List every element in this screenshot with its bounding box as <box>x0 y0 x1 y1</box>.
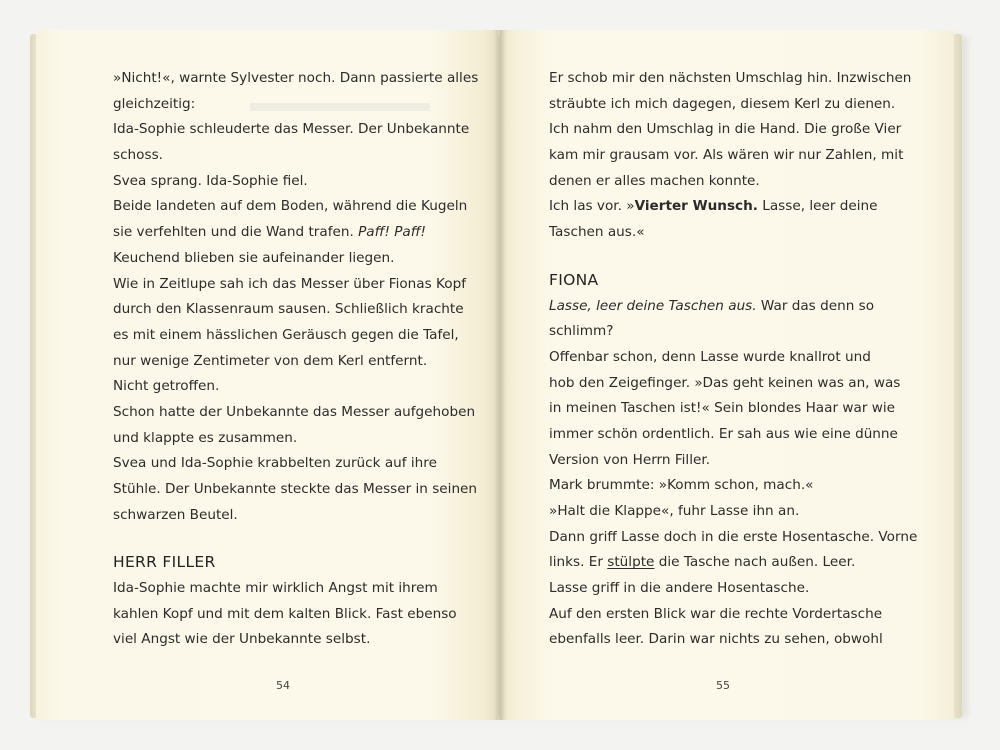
text-line: gleichzeitig: <box>113 95 196 112</box>
text-line: Offenbar schon, denn Lasse wurde knallrot und <box>549 348 871 365</box>
text-line: »Nicht!«, warnte Sylvester noch. Dann passierte alles <box>113 70 479 86</box>
right-page-text <box>549 66 917 653</box>
text-line: immer schön ordentlich. Er sah aus wie eine dünne <box>549 425 898 442</box>
text-line: ebenfalls leer. Darin war nichts zu sehen, obwohl <box>549 631 883 648</box>
left-page-text <box>113 66 478 653</box>
text-line: Ida-Sophie schleuderte das Messer. Der Unbekannte <box>113 121 470 138</box>
text-line: kahlen Kopf und mit dem kalten Blick. Fast ebenso <box>113 605 457 622</box>
text-line: Svea sprang. Ida-Sophie fiel. <box>113 172 308 189</box>
text-line: kam mir grausam vor. Als wären wir nur Zahlen, mit <box>549 147 904 164</box>
text-run: links. Er <box>549 554 608 571</box>
text-line: Wie in Zeitlupe sah ich das Messer über Fionas Kopf <box>113 275 466 292</box>
section-heading-fiona: FIONA <box>549 270 599 289</box>
page-number-left: 54 <box>276 679 290 692</box>
text-run: War das denn so <box>756 297 875 314</box>
section-spacer <box>549 246 917 268</box>
text-line: schwarzen Beutel. <box>113 506 238 523</box>
text-line: nur wenige Zentimeter von dem Kerl entfernt. <box>113 352 428 369</box>
text-line: Schon hatte der Unbekannte das Messer aufgehoben <box>113 403 476 420</box>
text-line: Beide landeten auf dem Boden, während die Kugeln <box>113 198 468 215</box>
text-line: Dann griff Lasse doch in die erste Hosentasche. Vorne <box>549 528 918 545</box>
text-line: Keuchend blieben sie aufeinander liegen. <box>113 249 395 266</box>
section-heading-herr-filler: HERR FILLER <box>113 553 216 572</box>
text-line <box>113 220 478 246</box>
text-line: Ida-Sophie machte mir wirklich Angst mit ihrem <box>113 580 438 597</box>
text-line: »Halt die Klappe«, fuhr Lasse ihn an. <box>549 503 800 519</box>
text-run: Ich las vor. » <box>549 198 635 215</box>
text-line: Lasse griff in die andere Hosentasche. <box>549 580 810 597</box>
text-run: die Tasche nach außen. Leer. <box>654 554 856 571</box>
bold-run: Vierter Wunsch. <box>634 198 758 215</box>
page-number-right: 55 <box>716 679 730 692</box>
italic-run: Paff! Paff! <box>358 224 427 241</box>
text-line: hob den Zeigefinger. »Das geht keinen was an, was <box>549 374 901 391</box>
text-run: Lasse, leer deine <box>757 198 878 215</box>
text-line: denen er alles machen konnte. <box>549 172 760 189</box>
section-spacer <box>113 528 478 550</box>
book-gutter <box>494 30 506 720</box>
text-line <box>549 550 917 576</box>
text-line: sträubte ich mich dagegen, diesem Kerl zu dienen. <box>549 95 896 112</box>
underlined-run: stülpte <box>607 554 655 571</box>
italic-run: Lasse, leer deine Taschen aus. <box>549 297 757 314</box>
text-line: Auf den ersten Blick war die rechte Vordertasche <box>549 605 883 622</box>
text-line: Stühle. Der Unbekannte steckte das Messer in seinen <box>113 481 478 497</box>
text-line: Er schob mir den nächsten Umschlag hin. Inzwischen <box>549 70 912 86</box>
text-line: Version von Herrn Filler. <box>549 451 711 468</box>
text-line <box>549 194 917 220</box>
text-line: Svea und Ida-Sophie krabbelten zurück auf ihre <box>113 455 437 472</box>
text-line: es mit einem hässlichen Geräusch gegen die Tafel, <box>113 326 459 343</box>
text-line: schlimm? <box>549 323 614 340</box>
text-line <box>549 294 917 320</box>
text-run: sie verfehlten und die Wand trafen. <box>113 224 359 241</box>
text-line: und klappte es zusammen. <box>113 429 298 446</box>
text-line: Nicht getroffen. <box>113 378 220 395</box>
text-line: Taschen aus.« <box>549 224 645 241</box>
text-line: Mark brummte: »Komm schon, mach.« <box>549 477 814 494</box>
text-line: schoss. <box>113 147 163 164</box>
text-line: Ich nahm den Umschlag in die Hand. Die große Vier <box>549 121 902 138</box>
text-line: durch den Klassenraum sausen. Schließlich krachte <box>113 301 464 318</box>
text-line: in meinen Taschen ist!« Sein blondes Haar war wie <box>549 400 895 417</box>
text-line: viel Angst wie der Unbekannte selbst. <box>113 631 371 648</box>
